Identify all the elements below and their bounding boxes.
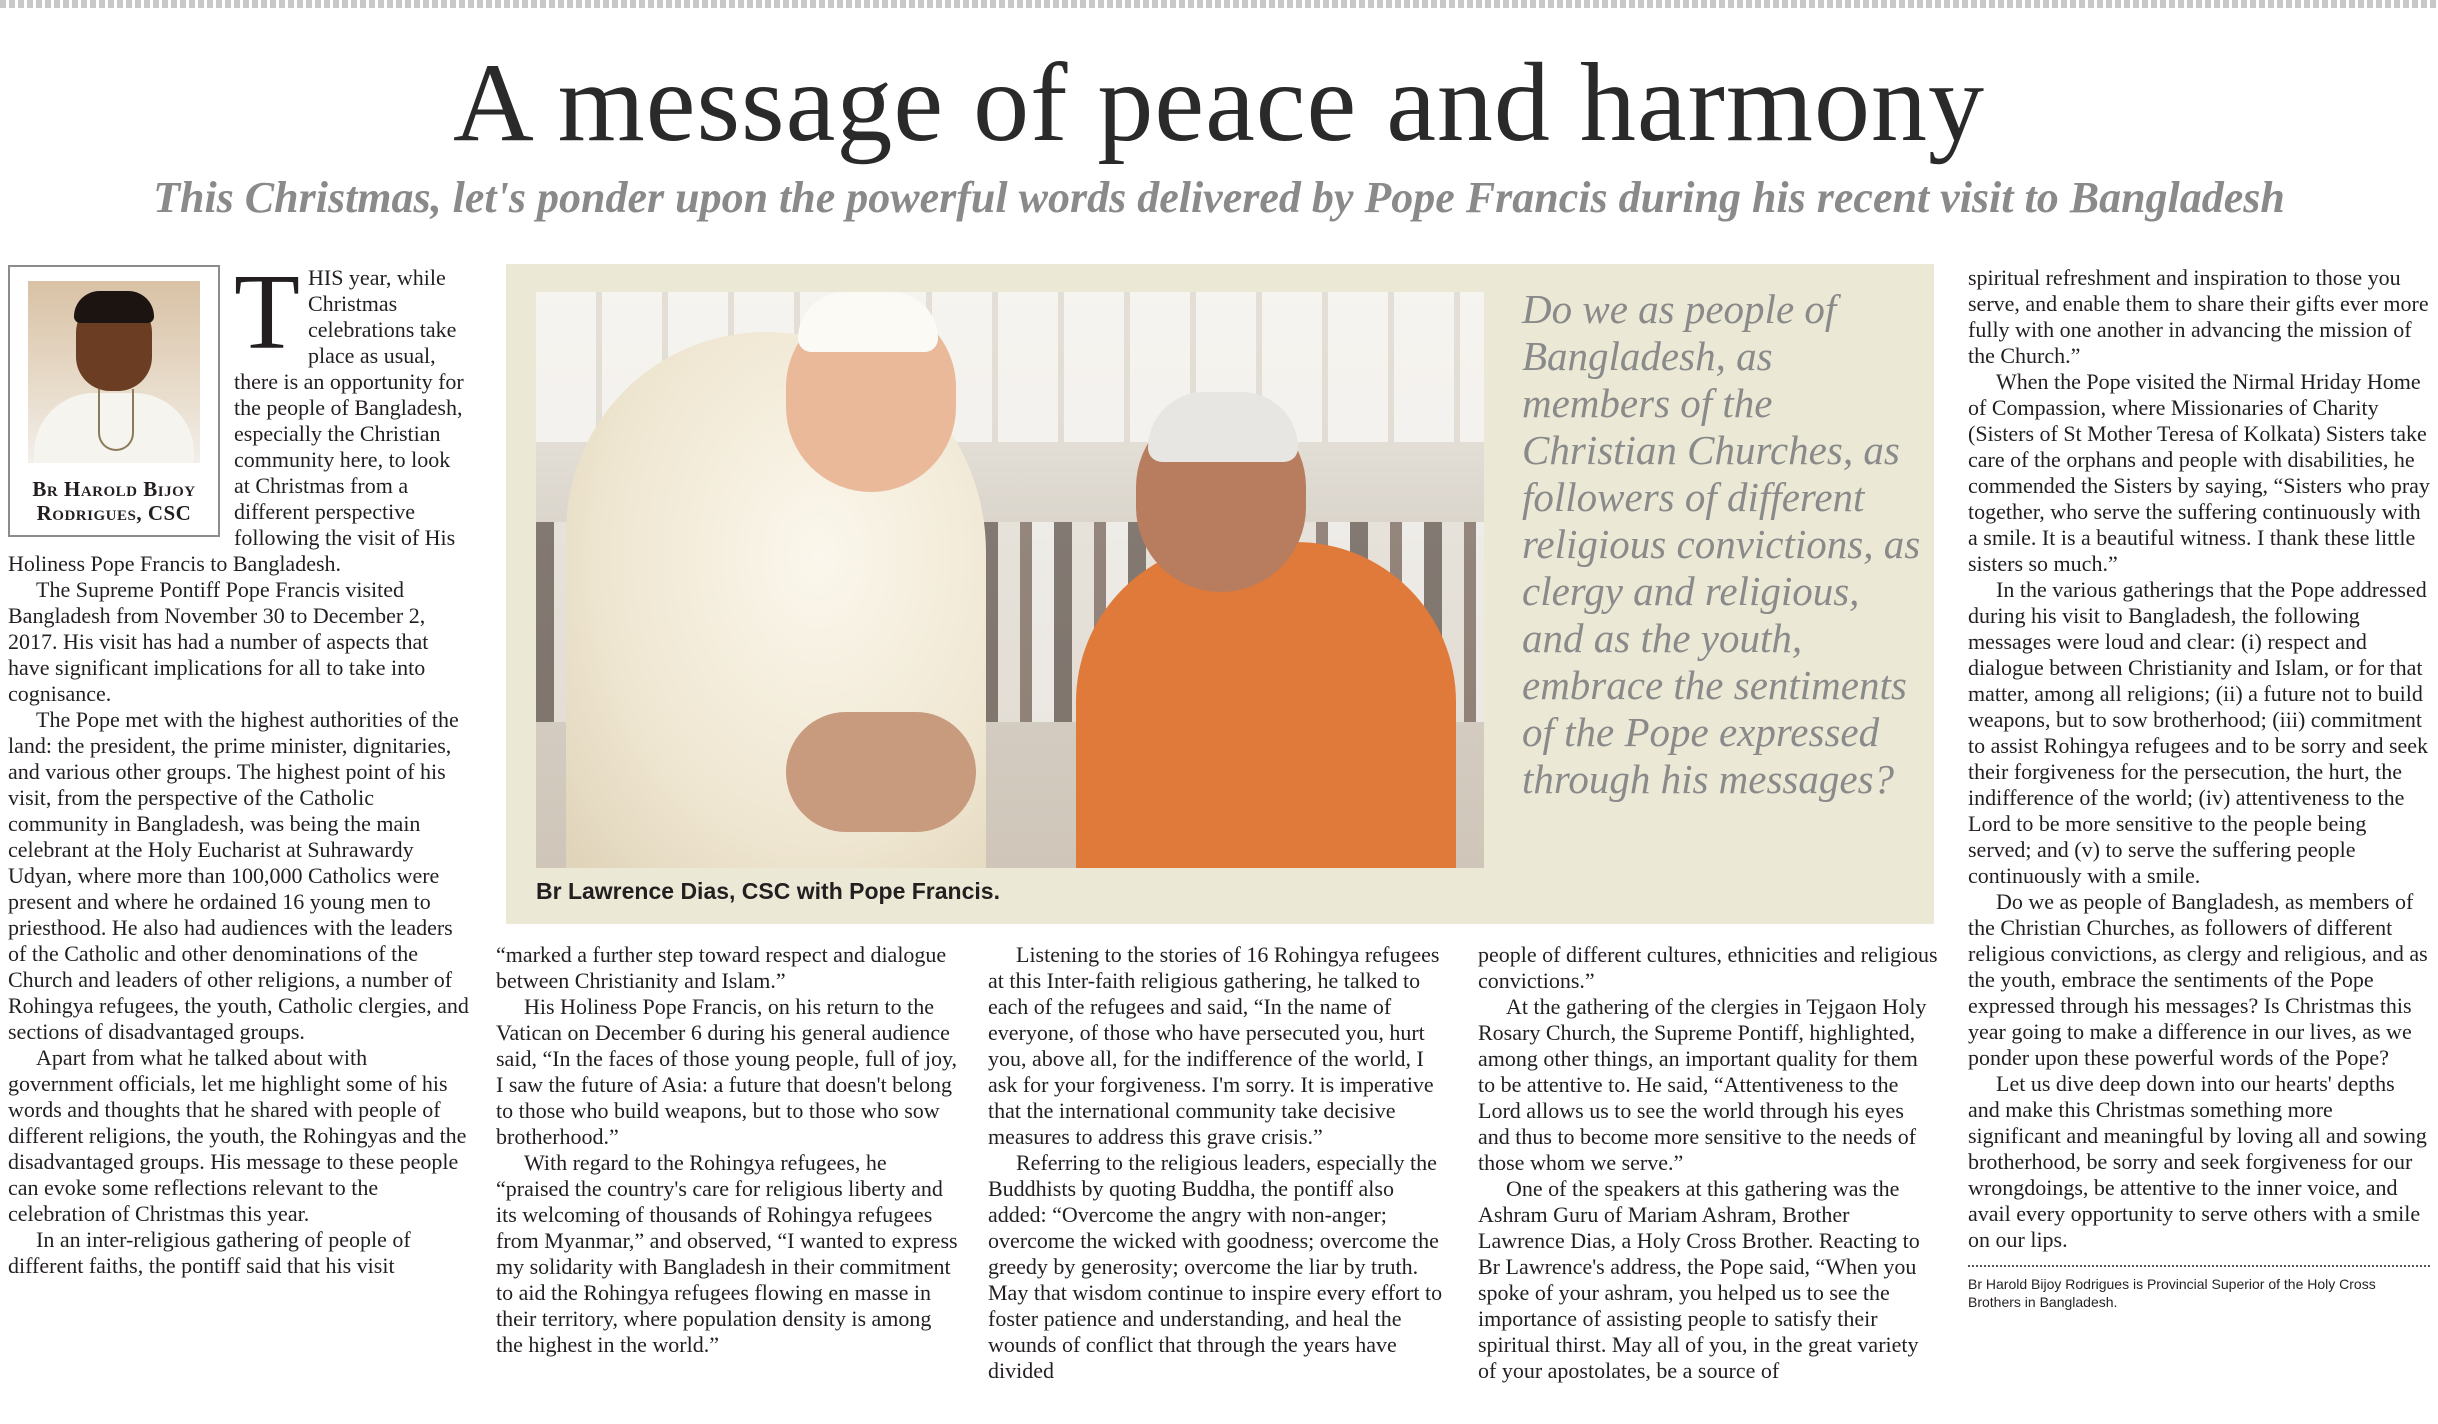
author-bio: Br Harold Bijoy Rodrigues is Provincial Superior of the Holy Cross Brothers in Bangladesh. [1968,1276,2376,1310]
headline: A message of peace and harmony [452,41,1986,165]
paragraph: When the Pope visited the Nirmal Hriday Home of Compassion, where Missionaries of Charity (Sisters of St Mother Teresa of Kolkata) Sisters take care of the orphans and people with disabilities, he commended the Sisters by saying, “Sisters who pray together, who serve the suffering continuously with a smile. It is a beautiful witness. I thank these little sisters so much.” [1968,369,2430,576]
photo-pope-francis-embrace [536,292,1484,868]
photo-panel [506,264,1934,924]
paragraph: Listening to the stories of 16 Rohingya refugees at this Inter-faith religious gathering, he talked to each of the refugees and said, “In the name of everyone, of those who have persecuted you, hurt you, above all, for the indifference of the world, I ask for your forgiveness. I'm sorry. It is imperative that the international community take decisive measures to address this grave crisis.” [988,942,1440,1149]
paragraph: The Pope met with the highest authorities of the land: the president, the prime minister, dignitaries, and various other groups. The highest point of his visit, from the perspective of the Catholic community in Bangladesh, was being the main celebrant at the Holy Eucharist at Suhrawardy Udyan, where more than 100,000 Catholics were present and where he ordained 16 young men to priesthood. He also had audiences with the leaders of the Catholic and other denominations of the Church and leaders of other religions, a number of Rohingya refugees, the youth, Catholic clergies, and sections of disadvantaged groups. [8,707,469,1044]
pull-quote: Do we as people of Bangladesh, as members of the Christian Churches, as followers of different religious convictions, as clergy and religious, and as the youth, embrace the sentiments of the Pope expressed through his messages? [1522,286,1921,802]
author-name-line-2: Rodrigues, CSC [36,501,192,525]
author-portrait [28,281,200,463]
paragraph: At the gathering of the clergies in Tejgaon Holy Rosary Church, the Supreme Pontiff, highlighted, among other things, an important quality for them to be attentive to. He said, “Attentiveness to the Lord allows us to see the world through his eyes and thus to become more sensitive to the needs of those whom we serve.” [1478,994,1927,1175]
paragraph: With regard to the Rohingya refugees, he “praised the country's care for religious liberty and its welcoming of thousands of Rohingya refugees from Myanmar,” and observed, “I wanted to express my solidarity with Bangladesh in their commitment to aid the Rohingya refugees flowing en masse in their territory, where population density is among the highest in the world.” [496,1150,958,1357]
article-column-3 [988,942,1450,1384]
article-column-1 [8,253,470,1279]
paragraph: In an inter-religious gathering of people of different faiths, the pontiff said that his visit [8,1227,411,1278]
paragraph: spiritual refreshment and inspiration to those you serve, and enable them to share their gifts ever more fully with one another in advancing the mission of the Church.” [1968,265,2429,368]
subheadline: This Christmas, let's ponder upon the powerful words delivered by Pope Francis during his recent visit to Bangladesh [153,173,2285,222]
photo-caption: Br Lawrence Dias, CSC with Pope Francis. [536,878,1000,904]
author-name [10,477,218,525]
paragraph: Apart from what he talked about with government officials, let me highlight some of his words and thoughts that he shared with people of different religions, the youth, the Rohingyas and the disadvantaged groups. His message to these people can evoke some reflections relevant to the celebration of Christmas this year. [8,1045,467,1226]
paragraph: Let us dive deep down into our hearts' depths and make this Christmas something more significant and meaningful by loving all and sowing brotherhood, be sorry and seek forgiveness for our wrongdoings, be attentive to the inner voice, and avail every opportunity to serve others with a smile on our lips. [1968,1071,2427,1252]
paragraph: “marked a further step toward respect and dialogue between Christianity and Islam.” [496,942,947,993]
paragraph: Do we as people of Bangladesh, as members of the Christian Churches, as followers of different religious convictions, as clergy and religious, and as the youth, embrace the sentiments of the Pope expressed through his messages? Is Christmas this year going to make a difference in our lives, as we ponder upon these powerful words of the Pope? [1968,889,2428,1070]
author-box [8,265,220,537]
bio-divider [1968,1265,2430,1267]
paragraph: One of the speakers at this gathering was the Ashram Guru of Mariam Ashram, Brother Lawrence Dias, a Holy Cross Brother. Reacting to Br Lawrence's address, the Pope said, “When you spoke of your ashram, you helped us to see the importance of assisting people to satisfy their spiritual thirst. May all of you, in the great variety of your apostolates, be a source of [1478,1176,1920,1383]
previous-page-text-strip [0,0,2438,8]
paragraph: people of different cultures, ethnicities and religious convictions.” [1478,942,1938,993]
article-column-2 [496,942,958,1358]
drop-cap: T [234,253,300,372]
paragraph: His Holiness Pope Francis, on his return to the Vatican on December 6 during his general audience said, “In the faces of those young people, full of joy, I saw the future of Asia: a future that doesn't belong to those who build weapons, but to those who sow brotherhood.” [496,994,958,1149]
article-column-5 [1968,265,2430,1311]
article-column-4 [1478,942,1940,1384]
paragraph: Referring to the religious leaders, especially the Buddhists by quoting Buddha, the pontiff also added: “Overcome the angry with non-anger; overcome the wicked with goodness; overcome the greedy by generosity; overcome the liar by truth. May that wisdom continue to inspire every effort to foster patience and understanding, and heal the wounds of conflict that through the years have divided [988,1150,1443,1383]
paragraph: In the various gatherings that the Pope addressed during his visit to Bangladesh, the following messages were loud and clear: (i) respect and dialogue between Christianity and Islam, or for that matter, among all religions; (ii) a future not to build weapons, but to sow brotherhood; (iii) commitment to assist Rohingya refugees and to be sorry and seek their forgiveness for the persecution, the hurt, the indifference of the world; (iv) attentiveness to the Lord to be more sensitive to the people being served; and (v) to serve the suffering people continuously with a smile. [1968,577,2429,888]
author-name-line-1: Br Harold Bijoy [32,477,196,501]
paragraph: The Supreme Pontiff Pope Francis visited Bangladesh from November 30 to December 2, 2017. His visit has had a number of aspects that have significant implications for all to take into cognisance. [8,577,429,706]
paragraph: HIS year, while Christmas celebrations take place as usual, there is an opportunity for the people of Bangladesh, especially the Christian community here, to look at Christmas from a different perspective following the visit of His Holiness Pope Francis to Bangladesh. [8,265,464,576]
